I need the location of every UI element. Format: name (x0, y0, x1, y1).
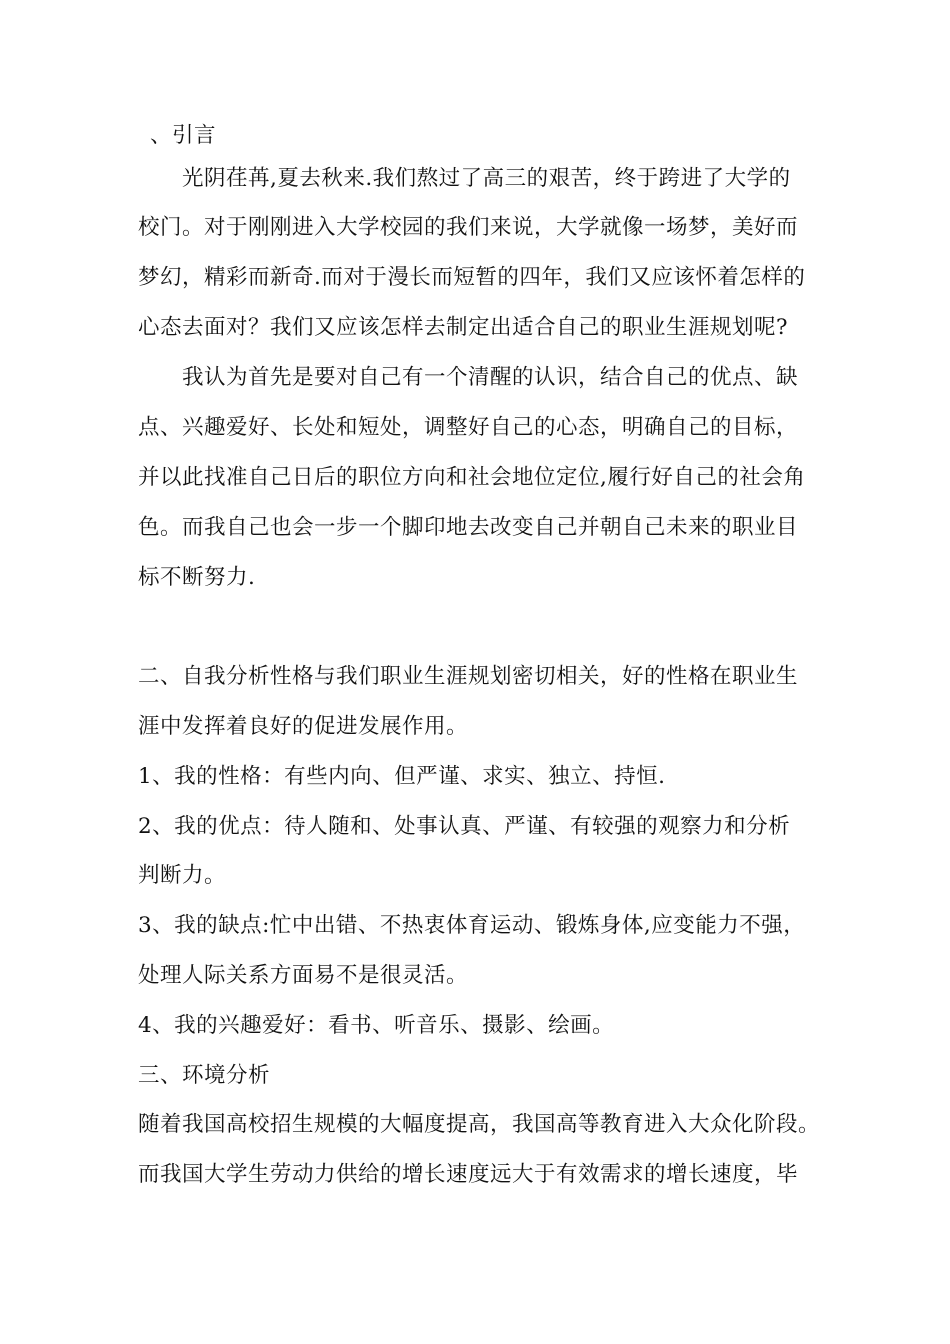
paragraph-line: 标不断努力. (138, 565, 256, 590)
paragraph-line: 我认为首先是要对自己有一个清醒的认识，结合自己的优点、缺 (182, 365, 799, 390)
section-heading-environment: 三、环境分析 (138, 1063, 271, 1088)
paragraph-line: 涯中发挥着良好的促进发展作用。 (138, 714, 469, 739)
paragraph-line: 点、兴趣爱好、长处和短处，调整好自己的心态，明确自己的目标， (138, 415, 799, 440)
list-item: 2、我的优点：待人随和、处事认真、严谨、有较强的观察力和分析 (138, 814, 791, 839)
list-item-continuation: 判断力。 (138, 863, 227, 888)
list-item: 3、我的缺点:忙中出错、不热衷体育运动、锻炼身体,应变能力不强， (138, 913, 806, 938)
paragraph-line: 并以此找准自己日后的职位方向和社会地位定位,履行好自己的社会角 (138, 465, 806, 490)
list-item-continuation: 处理人际关系方面易不是很灵活。 (138, 963, 469, 988)
paragraph-line: 随着我国高校招生规模的大幅度提高，我国高等教育进入大众化阶段。 (138, 1112, 821, 1137)
paragraph-line: 心态去面对？我们又应该怎样去制定出适合自己的职业生涯规划呢? (138, 315, 789, 340)
section-heading-self-analysis: 二、自我分析性格与我们职业生涯规划密切相关，好的性格在职业生 (138, 664, 799, 689)
paragraph-line: 色。而我自己也会一步一个脚印地去改变自己并朝自己未来的职业目 (138, 515, 799, 540)
section-heading-introduction: 、引言 (150, 123, 217, 148)
paragraph-line: 校门。对于刚刚进入大学校园的我们来说，大学就像一场梦，美好而 (138, 215, 799, 240)
paragraph-line: 梦幻，精彩而新奇.而对于漫长而短暂的四年，我们又应该怀着怎样的 (138, 265, 806, 290)
list-item: 4、我的兴趣爱好：看书、听音乐、摄影、绘画。 (138, 1013, 615, 1038)
list-item: 1、我的性格：有些内向、但严谨、求实、独立、持恒. (138, 764, 666, 789)
paragraph-line: 而我国大学生劳动力供给的增长速度远大于有效需求的增长速度，毕 (138, 1162, 799, 1187)
paragraph-line: 光阴荏苒,夏去秋来.我们熬过了高三的艰苦，终于跨进了大学的 (182, 166, 791, 191)
